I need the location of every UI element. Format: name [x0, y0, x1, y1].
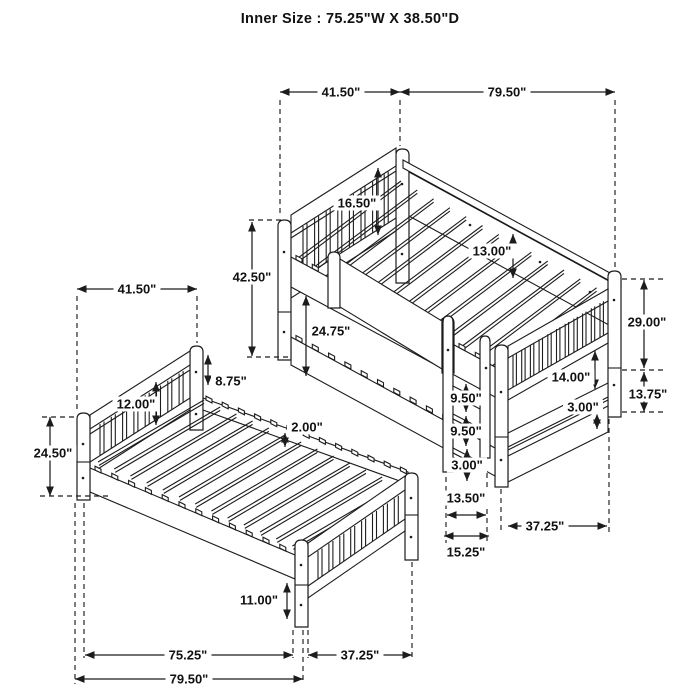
- guard-rail-left-post: [328, 252, 340, 308]
- dimension-label: 75.25": [168, 647, 208, 663]
- dimension-ladder-outer-width: [443, 532, 490, 559]
- dimension-label: 3.00": [451, 457, 483, 473]
- dimension-label: 16.50": [337, 195, 377, 211]
- dimension-label: 79.50": [169, 671, 209, 687]
- dimension-label: 13.75": [628, 386, 668, 402]
- dimension-label: 13.50": [446, 490, 486, 506]
- dimension-label: 9.50": [450, 390, 482, 406]
- dimension-twin-footboard-width: [308, 648, 412, 663]
- screw-hole-dot: [500, 459, 503, 462]
- dimension-twin-post-above-rail: [204, 355, 251, 389]
- dimension-bunk-overall-height: [229, 222, 276, 356]
- twin-headboard-front-post: [77, 413, 90, 500]
- screw-hole-dot: [82, 443, 85, 446]
- dimension-right-upper-height: [624, 280, 671, 368]
- dimension-label: 29.00": [627, 314, 667, 330]
- twin-footboard-back-post: [405, 473, 418, 560]
- dimension-label: 42.50": [232, 269, 272, 285]
- dimension-twin-headboard-width: [77, 282, 197, 297]
- dimension-label: 37.25": [340, 647, 380, 663]
- dimension-bunk-width-top: [280, 85, 400, 100]
- screw-hole-dot: [401, 253, 404, 256]
- screw-hole-dot: [195, 413, 198, 416]
- screw-hole-dot: [589, 291, 592, 294]
- dimension-label: 79.50": [487, 84, 527, 100]
- screw-hole-dot: [195, 371, 198, 374]
- dimension-bunk-length-top: [400, 85, 615, 100]
- dimension-label: 2.00": [291, 419, 323, 435]
- screw-hole-dot: [469, 224, 472, 227]
- dimension-twin-inner-length: [85, 648, 293, 663]
- dimension-label: 3.00": [567, 399, 599, 415]
- dimension-label: 14.00": [551, 369, 591, 385]
- twin-footboard-front-post: [295, 540, 308, 627]
- screw-hole-dot: [283, 331, 286, 334]
- screw-hole-dot: [613, 384, 616, 387]
- bunk-back-right-post: [608, 271, 621, 417]
- screw-hole-dot: [447, 349, 450, 352]
- twin-headboard-back-post: [190, 346, 203, 430]
- bunk-front-right-post: [495, 345, 508, 487]
- dimension-label: 9.50": [450, 423, 482, 439]
- screw-hole-dot: [485, 367, 488, 370]
- dimension-label: 41.50": [321, 84, 361, 100]
- screw-hole-dot: [283, 251, 286, 254]
- dimension-label: 11.00": [240, 592, 278, 608]
- screw-hole-dot: [539, 261, 542, 264]
- dimension-label: 41.50": [117, 281, 157, 297]
- dimension-right-lower-height: [625, 372, 672, 412]
- twin-footboard-top-rail: [308, 476, 405, 557]
- screw-hole-dot: [410, 536, 413, 539]
- dimension-twin-overall-length: [75, 672, 303, 687]
- dimension-twin-headboard-height: [30, 417, 77, 496]
- guard-rail-board: [340, 259, 442, 369]
- dimension-label: 12.00": [116, 396, 156, 412]
- screw-hole-dot: [613, 299, 616, 302]
- dimension-bunk-depth: [508, 519, 607, 534]
- screw-hole-dot: [82, 477, 85, 480]
- dimension-label: 15.25": [446, 544, 486, 560]
- screw-hole-dot: [500, 391, 503, 394]
- screw-hole-dot: [300, 604, 303, 607]
- bunk-front-left-post: [278, 220, 291, 360]
- upper-headboard-top-rail: [291, 148, 396, 233]
- dimension-label: 24.75": [311, 323, 351, 339]
- dimension-twin-leg-height: [236, 583, 291, 619]
- screw-hole-dot: [410, 497, 413, 500]
- dimension-ladder-inner-width: [443, 491, 490, 519]
- twin-front-rail: [90, 468, 295, 579]
- dimension-label: 37.25": [525, 518, 565, 534]
- screw-hole-dot: [401, 183, 404, 186]
- dimension-label: 24.50": [33, 445, 73, 461]
- bed-line-art: [77, 148, 621, 627]
- diagram-title: Inner Size : 75.25"W X 38.50"D: [240, 11, 460, 27]
- dimension-label: 8.75": [215, 373, 247, 389]
- screw-hole-dot: [300, 564, 303, 567]
- dimension-label: 13.00": [472, 243, 512, 259]
